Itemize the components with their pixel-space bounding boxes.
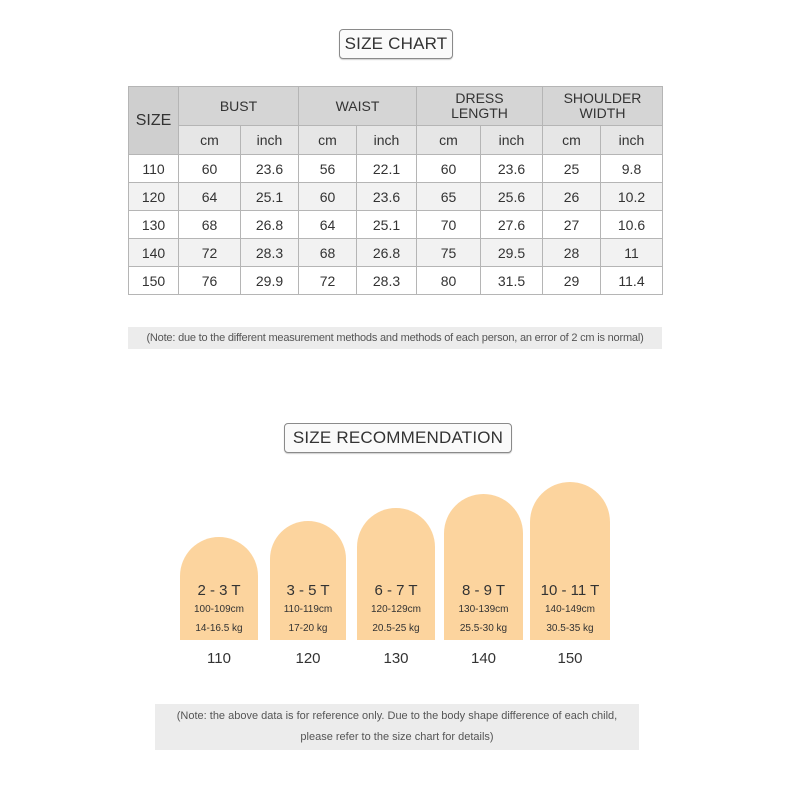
height-range: 110-119cm: [283, 604, 333, 615]
measurement-cell: 29.5: [481, 239, 543, 267]
weight-range: 20.5-25 kg: [372, 623, 420, 634]
size-chart-title: SIZE CHART: [339, 29, 453, 59]
size-cell: 150: [129, 267, 179, 295]
size-arch: [357, 508, 435, 640]
size-recommendation-title: SIZE RECOMMENDATION: [284, 423, 512, 453]
measurement-cell: 64: [179, 183, 241, 211]
size-cell: 120: [129, 183, 179, 211]
measurement-cell: 25.1: [241, 183, 299, 211]
unit-header: cm: [417, 126, 481, 155]
weight-range: 14-16.5 kg: [195, 623, 243, 634]
weight-range: 30.5-35 kg: [546, 623, 594, 634]
height-range: 140-149cm: [544, 604, 596, 615]
size-label: 130: [383, 650, 409, 667]
unit-header: cm: [179, 126, 241, 155]
measurement-cell: 72: [179, 239, 241, 267]
table-row: [129, 155, 663, 183]
size-cell: 110: [129, 155, 179, 183]
size-arch: [270, 521, 346, 640]
weight-range: 17-20 kg: [288, 623, 328, 634]
unit-header: inch: [357, 126, 417, 155]
measurement-cell: 25.6: [481, 183, 543, 211]
table-row: [129, 267, 663, 295]
waist-header: WAIST: [299, 87, 417, 126]
height-range: 130-139cm: [458, 604, 509, 615]
table-row: [129, 211, 663, 239]
table-row: [129, 183, 663, 211]
measurement-cell: 25: [543, 155, 601, 183]
measurement-cell: 28.3: [241, 239, 299, 267]
shoulder-width-header: SHOULDER WIDTH: [543, 87, 663, 126]
measurement-cell: 11.4: [601, 267, 663, 295]
size-cell: 130: [129, 211, 179, 239]
measurement-cell: 23.6: [357, 183, 417, 211]
measurement-cell: 25.1: [357, 211, 417, 239]
unit-header: inch: [601, 126, 663, 155]
unit-header: cm: [299, 126, 357, 155]
measurement-cell: 76: [179, 267, 241, 295]
dress-length-header: DRESS LENGTH: [417, 87, 543, 126]
measurement-cell: 65: [417, 183, 481, 211]
measurement-cell: 60: [299, 183, 357, 211]
age-range: 2 - 3 T: [197, 582, 241, 599]
size-column-header: SIZE: [129, 87, 179, 155]
age-range: 6 - 7 T: [374, 582, 418, 599]
table-row: [129, 239, 663, 267]
size-arch: [444, 494, 523, 640]
measurement-cell: 26: [543, 183, 601, 211]
measurement-cell: 29: [543, 267, 601, 295]
unit-header: cm: [543, 126, 601, 155]
weight-range: 25.5-30 kg: [459, 623, 508, 634]
size-arch: [530, 482, 610, 640]
size-chart-table: [128, 86, 663, 295]
measurement-cell: 60: [179, 155, 241, 183]
measurement-cell: 10.2: [601, 183, 663, 211]
measurement-cell: 28: [543, 239, 601, 267]
measurement-cell: 72: [299, 267, 357, 295]
measurement-cell: 27: [543, 211, 601, 239]
measurement-cell: 23.6: [481, 155, 543, 183]
measurement-cell: 75: [417, 239, 481, 267]
measurement-cell: 68: [179, 211, 241, 239]
measurement-cell: 28.3: [357, 267, 417, 295]
unit-header: inch: [241, 126, 299, 155]
measurement-cell: 26.8: [241, 211, 299, 239]
size-label: 120: [295, 650, 321, 667]
age-range: 10 - 11 T: [540, 582, 600, 599]
size-label: 150: [557, 650, 583, 667]
measurement-cell: 11: [601, 239, 663, 267]
measurement-cell: 22.1: [357, 155, 417, 183]
measurement-cell: 10.6: [601, 211, 663, 239]
measurement-cell: 31.5: [481, 267, 543, 295]
measurement-cell: 56: [299, 155, 357, 183]
measurement-cell: 80: [417, 267, 481, 295]
bust-header: BUST: [179, 87, 299, 126]
measurement-cell: 23.6: [241, 155, 299, 183]
height-range: 120-129cm: [370, 604, 422, 615]
size-chart-note: (Note: due to the different measurement methods and methods of each person, an error of 2 cm is normal): [128, 327, 662, 349]
height-range: 100-109cm: [193, 604, 245, 615]
measurement-cell: 64: [299, 211, 357, 239]
measurement-cell: 26.8: [357, 239, 417, 267]
unit-header: inch: [481, 126, 543, 155]
age-range: 3 - 5 T: [286, 582, 330, 599]
measurement-cell: 70: [417, 211, 481, 239]
size-label: 140: [470, 650, 497, 667]
measurement-cell: 60: [417, 155, 481, 183]
measurement-cell: 9.8: [601, 155, 663, 183]
size-label: 110: [207, 650, 231, 667]
size-arch: [180, 537, 258, 640]
age-range: 8 - 9 T: [461, 582, 506, 599]
measurement-cell: 29.9: [241, 267, 299, 295]
measurement-cell: 27.6: [481, 211, 543, 239]
measurement-cell: 68: [299, 239, 357, 267]
recommendation-note: (Note: the above data is for reference only. Due to the body shape difference of each child, please refer to the size chart for details): [155, 704, 639, 750]
size-cell: 140: [129, 239, 179, 267]
